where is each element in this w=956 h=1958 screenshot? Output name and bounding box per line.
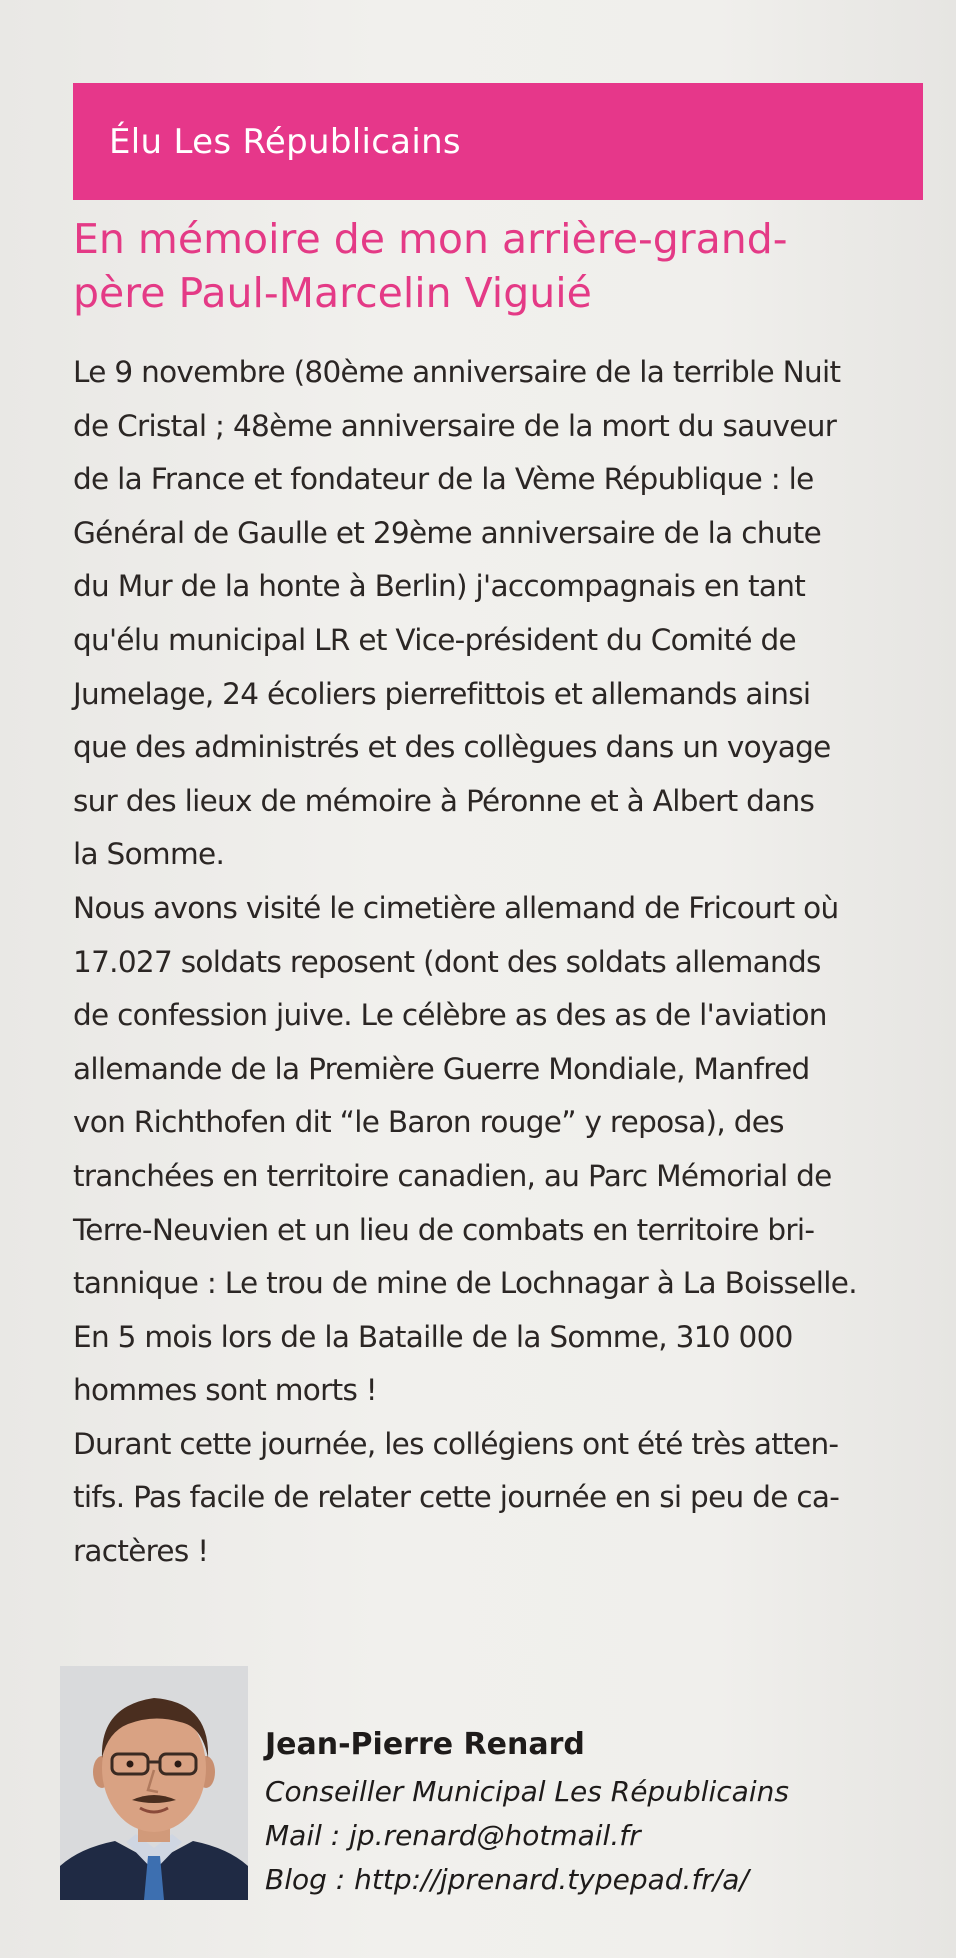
body-line: 17.027 soldats reposent (dont des soldats allemands xyxy=(73,944,821,979)
body-line: que des administrés et des collègues dans un voyage xyxy=(73,730,831,765)
body-line: allemande de la Première Guerre Mondiale, Manfred xyxy=(73,1051,810,1086)
body-line: Durant cette journée, les collégiens ont été très atten- xyxy=(73,1426,839,1461)
body-line: qu'élu municipal LR et Vice-président du Comité de xyxy=(73,622,796,657)
body-line: de confession juive. Le célèbre as des as de l'aviation xyxy=(73,998,827,1033)
body-line: tannique : Le trou de mine de Lochnagar à La Boisselle. xyxy=(73,1266,857,1301)
body-line: Jumelage, 24 écoliers pierrefittois et allemands ainsi xyxy=(73,676,811,711)
author-name: Jean-Pierre Renard xyxy=(265,1727,585,1762)
body-line: Le 9 novembre (80ème anniversaire de la terrible Nuit xyxy=(73,355,841,389)
body-line: tranchées en territoire canadien, au Parc Mémorial de xyxy=(73,1158,832,1193)
body-line: Général de Gaulle et 29ème anniversaire de la chute xyxy=(73,515,822,550)
article-title xyxy=(73,212,933,320)
body-line: sur des lieux de mémoire à Péronne et à Albert dans xyxy=(73,783,815,818)
body-line: tifs. Pas facile de relater cette journée en si peu de ca- xyxy=(73,1480,840,1515)
article-body xyxy=(73,346,933,1579)
author-blog: Blog : http://jprenard.typepad.fr/a/ xyxy=(265,1863,749,1896)
body-line: de Cristal ; 48ème anniversaire de la mort du sauveur xyxy=(73,408,837,443)
author-photo xyxy=(60,1666,248,1900)
body-line: von Richthofen dit “le Baron rouge” y reposa), des xyxy=(73,1105,784,1140)
title-line: père Paul-Marcelin Viguié xyxy=(73,269,592,317)
body-line: ractères ! xyxy=(73,1534,209,1569)
body-line: de la France et fondateur de la Vème République : le xyxy=(73,462,814,497)
author-role: Conseiller Municipal Les Républicains xyxy=(265,1775,789,1808)
body-line: En 5 mois lors de la Bataille de la Somme, 310 000 xyxy=(73,1319,793,1354)
body-line: du Mur de la honte à Berlin) j'accompagnais en tant xyxy=(73,569,806,604)
author-block xyxy=(265,1722,925,1902)
author-mail: Mail : jp.renard@hotmail.fr xyxy=(265,1819,641,1852)
body-line: la Somme. xyxy=(73,837,225,872)
banner-label: Élu Les Républicains xyxy=(109,121,461,162)
section-banner xyxy=(73,83,923,200)
portrait-illustration xyxy=(60,1666,248,1900)
body-line: Nous avons visité le cimetière allemand de Fricourt où xyxy=(73,890,839,925)
title-line: En mémoire de mon arrière-grand- xyxy=(73,215,788,263)
body-line: hommes sont morts ! xyxy=(73,1373,377,1408)
body-line: Terre-Neuvien et un lieu de combats en territoire bri- xyxy=(73,1212,815,1247)
